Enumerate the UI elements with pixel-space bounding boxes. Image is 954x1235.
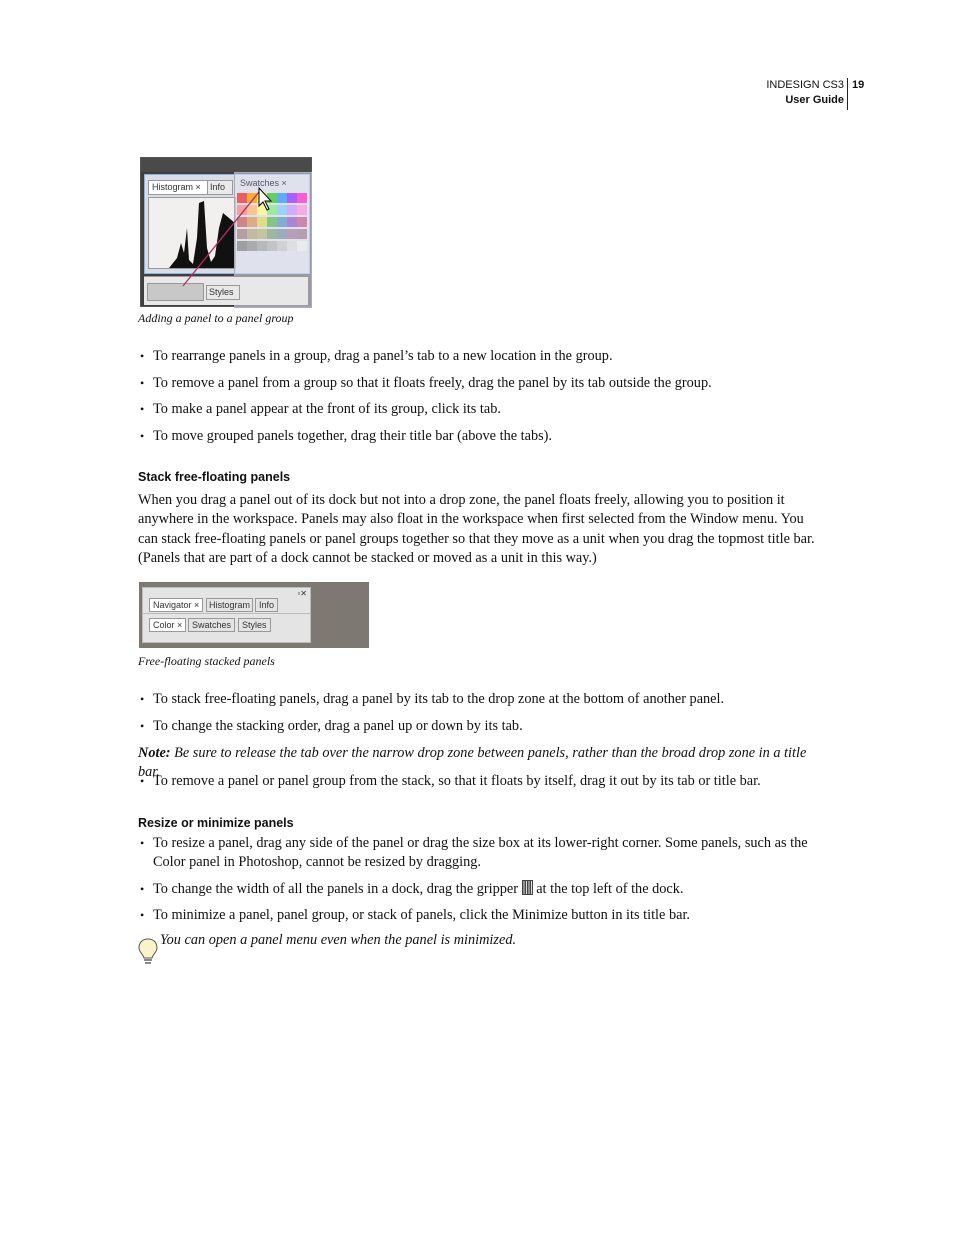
list-item: • To remove a panel from a group so that it floats freely, drag the panel by its tab outside the group.	[138, 374, 818, 393]
tab-info-2[interactable]	[255, 598, 278, 612]
tab-styles-label: Styles	[209, 287, 234, 297]
list-item: • To make a panel appear at the front of its group, click its tab.	[138, 400, 818, 419]
section-heading: Resize or minimize panels	[138, 816, 294, 830]
section-resize	[138, 814, 818, 834]
gripper-icon	[522, 880, 533, 895]
guide-name: User Guide	[785, 94, 844, 106]
tip-text: You can open a panel menu even when the panel is minimized.	[160, 932, 517, 948]
tab-color-label: Color	[153, 620, 175, 630]
figure2-caption: Free-floating stacked panels	[138, 654, 275, 668]
product-name: INDESIGN CS3	[766, 79, 844, 91]
figure-add-panel	[140, 157, 312, 307]
list-item: • To change the stacking order, drag a panel up or down by its tab.	[138, 717, 818, 736]
tab-color[interactable]: Color ×	[149, 618, 186, 632]
tab-swatches[interactable]: Swatches ×	[240, 178, 287, 188]
tab-histogram-label: Histogram	[152, 182, 194, 192]
tab-info-2-label: Info	[259, 600, 275, 610]
section-heading: Stack free-floating panels	[138, 470, 291, 484]
list-item	[138, 880, 818, 899]
tab-styles-2[interactable]	[238, 618, 271, 632]
tab-info-label: Info	[210, 182, 226, 192]
page-number: 19	[847, 78, 864, 110]
figure1-caption: Adding a panel to a panel group	[138, 311, 294, 325]
note-text: Be sure to release the tab over the narrow drop zone between panels, rather than the broad drop zone in a title bar.	[138, 745, 807, 780]
running-header	[766, 78, 844, 108]
panel-menu-icon[interactable]: ▫✕	[297, 589, 307, 598]
figure-stacked-panels	[139, 582, 369, 648]
list-item: • To minimize a panel, panel group, or stack of panels, click the Minimize button in its title bar.	[138, 906, 818, 925]
lightbulb-icon	[138, 938, 158, 966]
paragraph: When you drag a panel out of its dock but not into a drop zone, the panel floats freely, allowing you to position it anywhere in the workspace. Panels may also float in the workspace when first selected from the Window menu. You can stack free-floating panels or panel groups together so that they move as a unit when you drag the topmost title bar. (Panels that are part of a dock cannot be stacked or moved as a unit in this way.)	[138, 491, 815, 566]
list-item: • To resize a panel, drag any side of the panel or drag the size box at its lower-right corner. Some panels, such as the Color panel in Photoshop, cannot be resized by dragging.	[138, 834, 818, 872]
gripper-text-after: at the top left of the dock.	[536, 881, 684, 897]
tab-swatches-label: Swatches	[240, 178, 280, 188]
panel-top	[142, 587, 311, 615]
list-item: • To move grouped panels together, drag their title bar (above the tabs).	[138, 427, 818, 446]
panel-bottom	[142, 613, 311, 643]
tab-histogram-2[interactable]	[206, 598, 253, 612]
note-label: Note:	[138, 745, 171, 761]
tab-styles-2-label: Styles	[242, 620, 267, 630]
section-stack	[138, 468, 818, 569]
list-item: • To remove a panel or panel group from the stack, so that it floats by itself, drag it out by its tab or title bar.	[138, 772, 818, 791]
tab-swatches-2-label: Swatches	[192, 620, 232, 630]
tab-navigator-label: Navigator	[153, 600, 192, 610]
tab-histogram-2-label: Histogram	[209, 600, 251, 610]
list-item: • To rearrange panels in a group, drag a panel’s tab to a new location in the group.	[138, 347, 818, 366]
list-item: • To stack free-floating panels, drag a panel by its tab to the drop zone at the bottom of another panel.	[138, 690, 818, 709]
drag-arrow	[141, 158, 311, 306]
tab-swatches-2[interactable]	[188, 618, 235, 632]
tab-histogram[interactable]: Histogram ×	[148, 180, 208, 195]
tab-navigator[interactable]: Navigator ×	[149, 598, 203, 612]
gripper-text-before: To change the width of all the panels in a dock, drag the gripper	[153, 881, 519, 897]
